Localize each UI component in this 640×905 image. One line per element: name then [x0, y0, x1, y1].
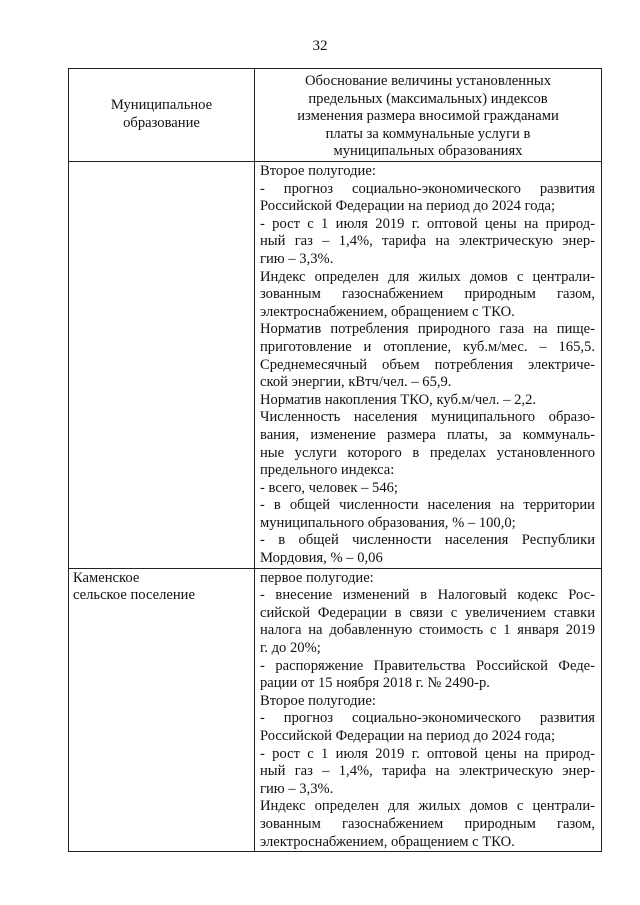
- justification-text-line: налога на добавленную стоимость с 1 января 2019: [260, 622, 595, 639]
- justification-text-line: гию – 3,3%.: [260, 780, 334, 797]
- justification-text-line: ской энергии, кВтч/чел. – 65,9.: [260, 374, 452, 391]
- justification-cell: [255, 568, 602, 852]
- justification-text-line: первое полугодие:: [260, 569, 374, 586]
- justification-text-line: приготовление и отопление, куб.м/мес. – 165,5.: [260, 338, 595, 355]
- justification-text-line: зованным газоснабжением природным газом,: [260, 815, 595, 832]
- header-justification-line: платы за коммунальные услуги в: [325, 125, 531, 142]
- justification-text-line: Индекс определен для жилых домов с централи-: [260, 268, 595, 285]
- justification-text-line: Среднемесячный объем потребления электриче-: [260, 356, 595, 373]
- justification-text-line: - прогноз социально-экономического развития: [260, 710, 595, 727]
- justification-text-line: Норматив накопления ТКО, куб.м/чел. – 2,2.: [260, 391, 537, 408]
- justification-text-line: предельного индекса:: [260, 462, 395, 479]
- page-number: 32: [312, 38, 328, 54]
- header-municipality-cell: [69, 69, 255, 162]
- header-justification-line: муниципальных образованиях: [333, 143, 523, 160]
- justification-text-line: Российской Федерации на период до 2024 года;: [260, 728, 556, 744]
- justification-text-line: - прогноз социально-экономического развития: [260, 180, 595, 197]
- justification-text-line: ный газ – 1,4%, тарифа на электрическую энер-: [260, 233, 595, 250]
- justification-text-line: гию – 3,3%.: [260, 250, 334, 267]
- municipality-name-line: Каменское: [73, 569, 140, 586]
- tariff-justification-table: [68, 68, 602, 852]
- justification-cell: [255, 162, 602, 569]
- header-municipality-line: образование: [123, 115, 200, 131]
- header-justification-line: предельных (максимальных) индексов: [308, 90, 548, 107]
- justification-text-line: г. до 20%;: [260, 640, 321, 657]
- table-row: [69, 568, 602, 852]
- justification-text-line: - рост с 1 июля 2019 г. оптовой цены на природ-: [260, 745, 595, 762]
- justification-text-line: - всего, человек – 546;: [260, 479, 398, 496]
- justification-text-line: Численность населения муниципального образо-: [260, 409, 595, 426]
- municipality-cell: [69, 568, 255, 852]
- justification-text-line: Второе полугодие:: [260, 163, 376, 179]
- justification-text-line: электроснабжением, обращением с ТКО.: [260, 303, 515, 320]
- justification-text-line: Второе полугодие:: [260, 692, 376, 709]
- header-justification-line: Обоснование величины установленных: [304, 73, 551, 89]
- justification-text-line: Российской Федерации на период до 2024 года;: [260, 198, 556, 215]
- justification-text-line: ный газ – 1,4%, тарифа на электрическую энер-: [260, 763, 595, 780]
- justification-text-line: - в общей численности населения Республики: [260, 532, 595, 549]
- justification-text-line: зованным газоснабжением природным газом,: [260, 286, 595, 303]
- justification-text-line: Мордовия, % – 0,06: [260, 550, 383, 567]
- municipality-cell: [69, 162, 255, 569]
- justification-text-line: муниципального образования, % – 100,0;: [260, 514, 516, 531]
- header-municipality-line: Муниципальное: [110, 97, 213, 114]
- table-row: [69, 162, 602, 569]
- header-justification-cell: [255, 69, 602, 162]
- justification-text-line: рации от 15 ноября 2018 г. № 2490-р.: [260, 675, 490, 692]
- justification-text-line: ные услуги которого в пределах установленного: [260, 444, 595, 461]
- justification-text-line: - распоряжение Правительства Российской Феде-: [260, 657, 595, 674]
- justification-text-line: Норматив потребления природного газа на пище-: [260, 321, 595, 338]
- justification-text-line: вания, изменение размера платы, за коммуналь-: [260, 426, 595, 443]
- justification-text-line: Индекс определен для жилых домов с централи-: [260, 798, 595, 815]
- justification-text-line: электроснабжением, обращением с ТКО.: [260, 833, 515, 850]
- municipality-name-line: сельское поселение: [73, 587, 195, 604]
- header-justification-line: изменения размера вносимой гражданами: [297, 108, 559, 125]
- justification-text-line: - рост с 1 июля 2019 г. оптовой цены на природ-: [260, 215, 595, 232]
- justification-text-line: сийской Федерации в связи с увеличением ставки: [260, 604, 595, 621]
- table-header-row: [69, 69, 602, 162]
- justification-text-line: - внесение изменений в Налоговый кодекс Рос-: [260, 587, 595, 604]
- justification-text-line: - в общей численности населения на территории: [260, 497, 595, 514]
